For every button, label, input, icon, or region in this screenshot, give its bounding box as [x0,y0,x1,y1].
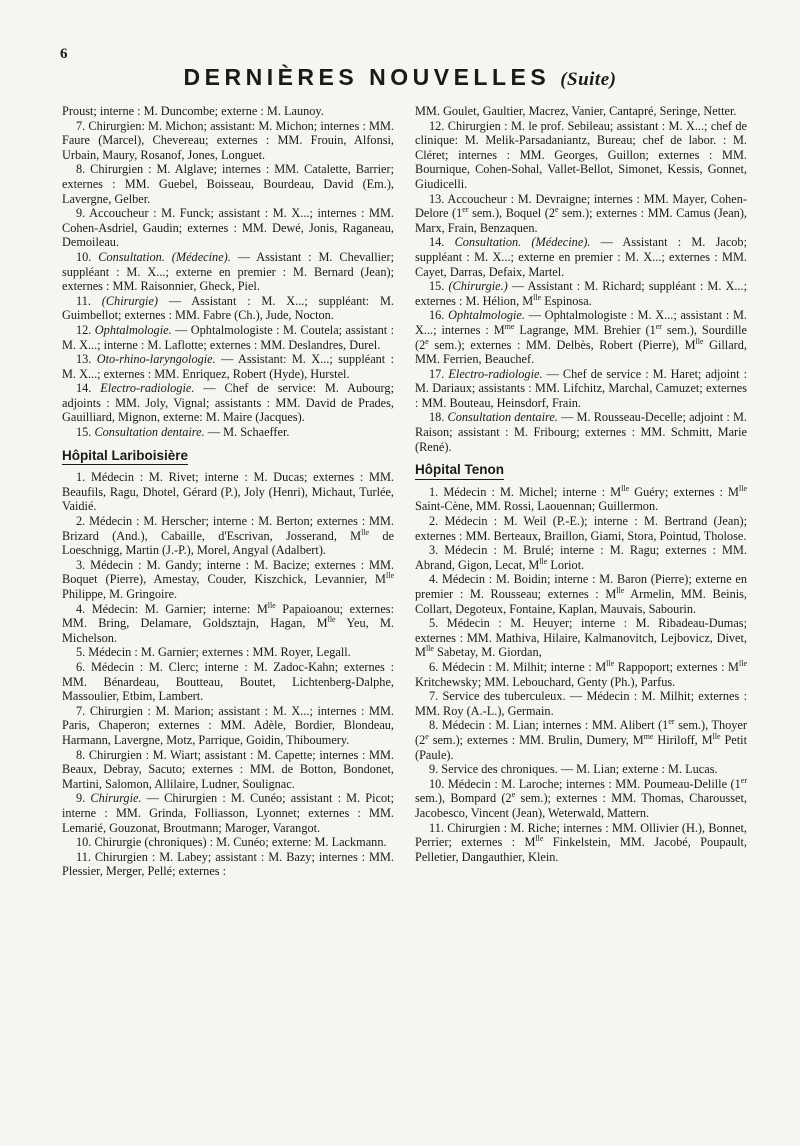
entry-text: 11. [76,293,102,308]
entry-text: 7. Chirurgien : M. Marion; assistant : M. X...; internes : MM. Paris, Chaperon; externes : MM. Adèle, Bordier, Blondeau, Harmann, Lavergne, Motz, Parrique, Goidin, Thiboumery. [62,703,394,747]
superscript: er [668,717,675,727]
listing-entry [62,104,394,119]
entry-text: 10. [76,249,99,264]
listing-entry [415,572,747,616]
entry-text: Papaioanou; externes: MM. Bring, Delamare, Goldsztajn, Hagan, M [62,601,394,631]
entry-text: 10. Médecin : M. Laroche; internes : MM. Poumeau-Delille (1 [429,776,741,791]
listing-entry [415,410,747,454]
superscript: er [655,321,662,331]
entry-text: — M. Rousseau-Decelle; adjoint : M. Raison; assistant : M. Fribourg; externes : MM. Schmitt, Marie (René). [415,410,747,454]
entry-text: sem.); externes : MM. Camus (Jean), Marx, Frain, Benzaquen. [415,206,747,235]
listing-entry [415,367,747,411]
right-column [415,104,747,864]
listing-entry [415,616,747,660]
entry-text: Saint-Cène, MM. Rossi, Laouennan; Guillermon. [415,499,659,514]
page-title [0,64,800,91]
section-label: Ophtalmologie. [94,322,172,337]
entry-text: 18. [429,410,448,425]
listing-entry [62,381,394,425]
superscript: e [555,205,559,215]
entry-text: sem.), Sourdille (2 [415,322,747,352]
entry-text: 11. Chirurgien : M. Riche; internes : MM. Ollivier (H.), Bonnet, Perrier; externes : M [415,820,747,850]
listing-entry [62,558,394,602]
entry-text: 7. Chirurgien: M. Michon; assistant: M. Michon; internes : MM. Faure (Marcel), Chevereau; externes : MM. Frouin, Alfonsi, Urbain, Maury, Rosanof, Jones, Longuet. [62,118,394,162]
listing-entry [62,294,394,323]
superscript: lle [386,571,394,581]
listing-entry [415,689,747,718]
entry-text: Gillard, MM. Ferrien, Beauchef. [415,337,747,367]
section-label: Consultation. (Médecine). [454,235,591,250]
entry-text: sem.), Thoyer (2 [415,718,748,747]
entry-text: 17. [429,366,449,381]
entry-text: 2. Médecin : M. Herscher; interne : M. Berton; externes : MM. Brizard (And.), Cabaille, d'Escrivan, Josserand, M [62,514,394,543]
listing-entry [62,425,394,440]
superscript: lle [361,527,370,537]
entry-text: sem.); externes : MM. Brulin, Dumery, M [428,732,644,747]
entry-text: 8. Médecin : M. Lian; internes : MM. Alibert (1 [429,718,669,733]
entry-text: 15. [76,425,95,440]
entry-text: sem.), Bompard (2 [415,791,512,806]
listing-entry [415,279,747,308]
entry-text: 4. Médecin : M. Boidin; interne : M. Baron (Pierre); externe en premier : M. Rousseau; externes : M [415,572,747,601]
entry-text: sem.); externes : MM. Delbès, Robert (Pierre), M [428,337,696,352]
entry-text: 7. Service des tuberculeux. — Médecin : M. Milhit; externes : MM. Roy (A.-L.), Germain. [415,689,747,718]
superscript: lle [712,731,721,741]
entry-text: — Chef de service : M. Haret; adjoint : M. Dariaux; assistants : MM. Lifchitz, Marchal, Camuzet; externes : MM. Bouteau, Heinsdorf, Frain. [415,366,747,410]
entry-text: 10. Chirurgie (chroniques) : M. Cunéo; externe: M. Lackmann. [76,835,387,850]
superscript: e [511,790,516,800]
entry-text: 4. Médecin: M. Garnier; interne: M [76,601,268,616]
listing-entry [62,850,394,879]
entry-text: — Ophtalmologiste : M. X...; assistant : M. X...; internes : M [415,308,747,337]
entry-text: 5. Médecin : M. Garnier; externes : MM. Royer, Legall. [76,645,351,660]
entry-text: 6. Médecin : M. Milhit; interne : M [429,659,607,674]
entry-text: de Loeschnigg, Martin (J.-P.), Morel, Angyal (Adalbert). [62,528,394,558]
entry-text: Philippe, M. Gringoire. [62,587,178,601]
entry-text: 15. [429,279,449,294]
superscript: lle [535,834,544,843]
listing-entry [415,119,747,192]
listing-entry [415,660,747,689]
listing-entry [62,748,394,792]
listing-entry [62,704,394,748]
entry-text: — Ophtalmologiste : M. Coutela; assistant : M. X...; interne : M. Laflotte; externes : MM. Deslandres, Durel. [62,322,394,352]
left-column [62,104,394,879]
listing-entry [62,206,394,250]
listing-entry [415,308,747,366]
entry-text: Espinosa. [541,293,592,308]
entry-text: Petit (Paule). [415,732,748,762]
hospital-heading-lariboisiere: Hôpital Lariboisière [62,449,188,466]
entry-text: Hiriloff, M [653,732,713,747]
section-label: Chirurgie. [90,791,142,806]
entry-text: Yeu, M. Michelson. [62,616,394,645]
entry-text: — Chef de service: M. Aubourg; adjoints : MM. Joly, Vignal; assistants : MM. David de Prades, Gauilliard, Mignon, externe: M. Maire (Jacques). [62,381,394,425]
listing-entry [415,762,747,777]
entry-text: 8. Chirurgien : M. Wiart; assistant : M. Capette; internes : MM. Beaux, Debray, Sacuto; externes : MM. de Botton, Bondonet, Martini, Salomon, Allilaire, Ludner, Soulignac. [62,747,394,791]
entry-text: — Assistant: M. X...; suppléant : M. X...; externes : MM. Enriquez, Robert (Hyde), Hurstel. [62,352,394,381]
entry-text: 5. Médecin : M. Heuyer; interne : M. Ribadeau-Dumas; externes : MM. Mathiva, Hilaire, Kalmanovitch, Lejbovicz, Divet, M [415,616,747,660]
superscript: e [425,731,429,741]
page-title-text: DERNIÈRES NOUVELLES [183,64,551,90]
section-label: Oto-rhino-laryngologie. [96,352,216,367]
listing-entry [62,162,394,206]
entry-text: Rappoport; externes : M [614,659,739,674]
listing-entry [415,514,747,543]
listing-entry [415,718,747,762]
section-label: Consultation dentaire. [447,410,558,425]
right-hospital-items [415,485,747,864]
listing-entry [62,835,394,850]
entry-text: 3. Médecin : M. Brulé; interne : M. Ragu; externes : MM. Abrand, Gigon, Lecat, M [415,543,747,572]
entry-text: 8. Chirurgien : M. Alglave; internes : MM. Catalette, Barrier; externes : MM. Guebel, Boisseau, Bourdeau, David (Em.), Lavergne, Gelber. [62,162,394,206]
listing-entry [415,821,747,865]
listing-entry [62,323,394,352]
superscript: e [425,336,429,346]
left-items [62,104,394,440]
listing-entry [62,352,394,381]
entry-text: 13. [76,352,97,367]
superscript: lle [606,658,615,668]
superscript: lle [533,292,542,302]
entry-text: Lagrange, MM. Brehier (1 [514,322,656,337]
right-items [415,104,747,454]
entry-text: Kritchewsky; MM. Lebouchard, Genty (Ph.), Parfus. [415,674,676,689]
section-label: Consultation dentaire. [94,425,205,440]
listing-entry [62,791,394,835]
entry-text: Proust; interne : M. Duncombe; externe : M. Launoy. [62,104,324,118]
entry-text: — Assistant : M. Chevallier; suppléant : M. X...; externe en premier : M. Bernard (Jean); externes : MM. Raisonnier, Gheck, Piel. [62,249,395,294]
listing-entry [62,645,394,660]
hospital-heading-tenon: Hôpital Tenon [415,463,504,480]
entry-text: 9. Service des chroniques. — M. Lian; externe : M. Lucas. [429,762,718,777]
section-label: (Chirurgie) [101,293,158,308]
listing-entry [415,543,747,572]
superscript: lle [739,658,747,668]
listing-entry [415,235,747,279]
entry-text: — Assistant : M. Jacob; suppléant : M. X...; externe en premier : M. X...; externes : MM. Cayet, Darras, Defaix, Martel. [415,235,747,279]
superscript: lle [616,585,625,595]
entry-text: — Assistant : M. X...; suppléant: M. Guimbellot; externes : MM. Fabre (Ch.), Jude, Nocton. [62,293,394,323]
listing-entry [62,660,394,704]
page-title-suffix: (Suite) [560,69,617,90]
entry-text: Guéry; externes : M [629,484,739,499]
entry-text: Finkelstein, MM. Jacobé, Poupault, Pelletier, Dangauthier, Klein. [415,835,748,864]
listing-entry [62,470,394,514]
listing-entry [62,250,394,294]
listing-entry [415,777,747,821]
listing-entry [62,602,394,646]
entry-text: 2. Médecin : M. Weil (P.-E.); interne : M. Bertrand (Jean); externes : MM. Berteaux, Braillon, Giami, Stora, Pointud, Tholose. [415,514,747,543]
listing-entry [62,119,394,163]
superscript: er [740,775,747,785]
entry-text: — Assistant : M. Richard; suppléant : M. X...; externes : M. Hélion, M [415,279,747,308]
section-label: Electro-radiologie. [448,366,543,381]
entry-text: 12. Chirurgien : M. le prof. Sebileau; assistant : M. X...; chef de clinique: M. Melik-Parsadaniantz, Bureau; chef de labor. : M. Cléret; internes : MM. Georges, Guillon; externes : MM. Bournique, Cohen-Sohal, Vallet-Bellot, Simonet, Kessis, Gonnet, Giudicelli. [415,118,747,191]
superscript: lle [621,483,630,493]
superscript: me [643,731,654,741]
entry-text: 11. Chirurgien : M. Labey; assistant : M. Bazy; internes : MM. Plessier, Merger, Pellé; externes : [62,849,394,879]
entry-text: 14. [429,235,455,250]
section-label: Consultation. (Médecine). [98,249,231,264]
section-label: (Chirurgie.) [448,279,508,294]
entry-text: — M. Schaeffer. [204,425,290,440]
entry-text: 9. Accoucheur : M. Funck; assistant : M. X...; internes : MM. Cohen-Asdriel, Gaudin; externes : MM. Dewé, Jonis, Raganeau, Demoileau. [62,206,394,250]
superscript: lle [267,600,276,610]
entry-text: — Chirurgien : M. Cunéo; assistant : M. Picot; interne : MM. Grinda, Folliasson, Lyonnet; externes : MM. Lemarié, Gouzonat, Broutmann; Maroger, Varangot. [62,791,395,835]
listing-entry [415,485,747,514]
listing-entry [415,192,747,236]
entry-text: sem.); externes : MM. Thomas, Charousset, Jacobesco, Vincent (Jean), Weterwald, Mattern. [415,791,747,820]
superscript: lle [539,556,548,566]
listing-entry [62,514,394,558]
superscript: er [462,205,469,215]
entry-text: 9. [76,791,91,806]
entry-text: Sabetay, M. Giordan, [433,645,542,660]
section-label: Ophtalmologie. [448,308,525,323]
entry-text: 3. Médecin : M. Gandy; interne : M. Bacize; externes : MM. Boquet (Pierre), Amestay, Couder, Kiszchick, Levannier, M [62,557,394,587]
left-hospital-items [62,470,394,879]
entry-text: 13. Accoucheur : M. Devraigne; internes : MM. Mayer, Cohen-Delore (1 [415,191,747,221]
entry-text: 6. Médecin : M. Clerc; interne : M. Zadoc-Kahn; externes : MM. Bénardeau, Boutteau, Boutet, Lichtenberg-Dalphe, Massoulier, Etbim, Lambert. [62,659,394,704]
superscript: lle [739,483,747,493]
entry-text: Armelin, MM. Beinis, Collart, Degoteux, Fontaine, Kaplan, Mauvais, Sabourin. [415,587,747,616]
entry-text: 12. [76,322,95,337]
entry-text: 1. Médecin : M. Michel; interne : M [429,484,622,499]
superscript: lle [695,336,704,346]
listing-entry [415,104,747,119]
entry-text: MM. Goulet, Gaultier, Macrez, Vanier, Cantapré, Seringe, Netter. [415,104,737,118]
entry-text: sem.), Boquel (2 [468,206,556,221]
entry-text: 14. [76,381,101,396]
superscript: lle [425,644,434,654]
entry-text: 16. [429,308,449,323]
superscript: lle [327,615,336,625]
section-label: Electro-radiologie. [100,381,195,396]
superscript: me [504,321,515,331]
entry-text: 1. Médecin : M. Rivet; interne : M. Ducas; externes : MM. Beaufils, Ragu, Dhotel, Gérard (P.), Joly (Henri), Michaut, Turlée, Vaidié. [62,470,394,514]
page-number: 6 [60,46,68,62]
entry-text: Loriot. [547,557,585,572]
